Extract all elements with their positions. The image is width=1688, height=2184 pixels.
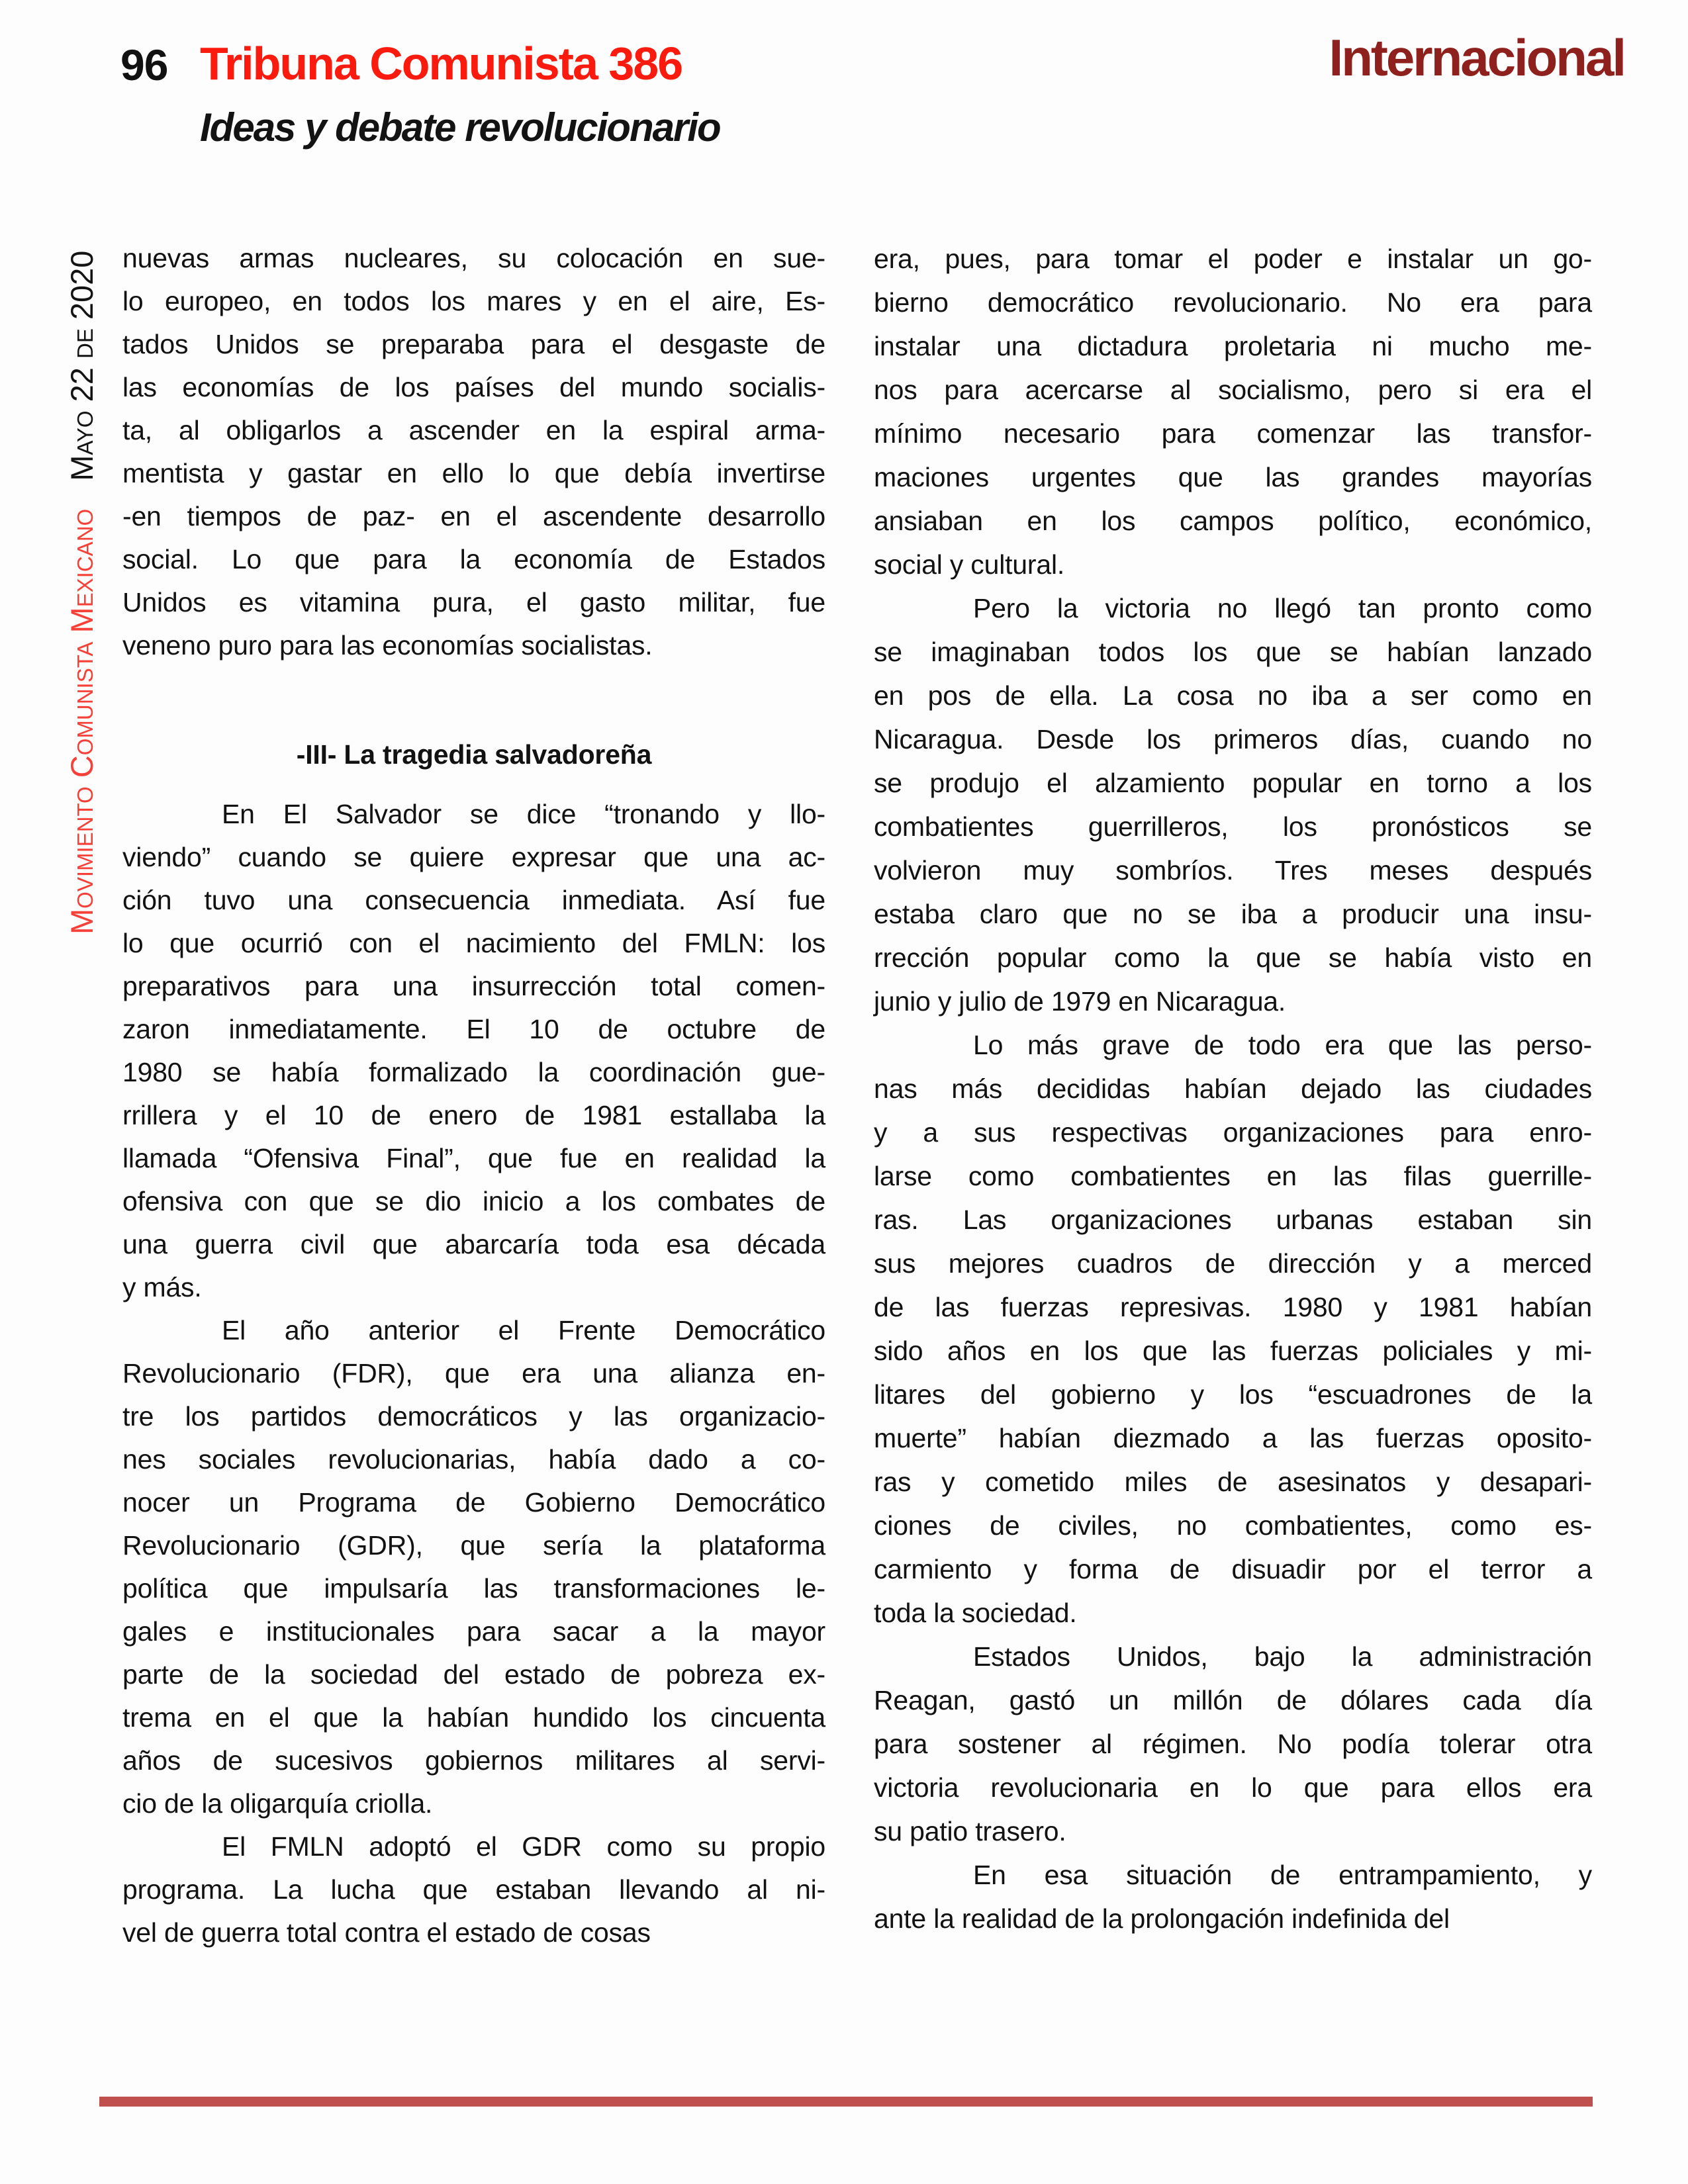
text-line: ras. Las organizaciones urbanas estaban sin <box>874 1205 1592 1235</box>
text-line: gales e institucionales para sacar a la mayor <box>122 1616 825 1647</box>
footer-rule <box>99 2097 1593 2107</box>
text-line: y más. <box>122 1272 202 1302</box>
text-line: vel de guerra total contra el estado de cosas <box>122 1917 651 1948</box>
text-line: nas más decididas habían dejado las ciudades <box>874 1073 1592 1104</box>
text-line: de las fuerzas represivas. 1980 y 1981 habían <box>874 1292 1592 1322</box>
page-number: 96 <box>120 40 168 89</box>
text-line: En El Salvador se dice “tronando y llo- <box>222 799 825 829</box>
text-line: Unidos es vitamina pura, el gasto militar, fue <box>122 587 825 617</box>
text-line: mínimo necesario para comenzar las transfor- <box>874 418 1592 449</box>
text-line: años de sucesivos gobiernos militares al servi- <box>122 1745 825 1776</box>
text-line: se imaginaban todos los que se habían lanzado <box>874 637 1592 667</box>
text-line: larse como combatientes en las filas guerrille- <box>874 1161 1592 1191</box>
text-line: ras y cometido miles de asesinatos y desapari- <box>874 1467 1592 1497</box>
text-line: sido años en los que las fuerzas policiales y mi- <box>874 1336 1592 1366</box>
text-line: nuevas armas nucleares, su colocación en sue- <box>122 243 825 273</box>
text-line: rrección popular como la que se había visto en <box>874 942 1592 973</box>
text-line: instalar una dictadura proletaria ni mucho me- <box>874 331 1592 361</box>
text-line: toda la sociedad. <box>874 1598 1077 1628</box>
text-line: una guerra civil que abarcaría toda esa década <box>122 1229 825 1259</box>
text-line: El FMLN adoptó el GDR como su propio <box>222 1831 825 1862</box>
sidebar-organization: Movimiento Comunista Mexicano <box>64 508 99 934</box>
text-line: ción tuvo una consecuencia inmediata. Así fue <box>122 885 825 915</box>
text-line: tados Unidos se preparaba para el desgaste de <box>122 329 825 359</box>
sidebar-vertical-text <box>64 197 100 934</box>
text-line: social. Lo que para la economía de Estados <box>122 544 825 574</box>
text-line: llamada “Ofensiva Final”, que fue en realidad la <box>122 1143 825 1173</box>
text-line: tre los partidos democráticos y las organizacio- <box>122 1401 825 1432</box>
text-line: cio de la oligarquía criolla. <box>122 1788 433 1819</box>
text-line: social y cultural. <box>874 549 1065 580</box>
text-line: ciones de civiles, no combatientes, como es- <box>874 1510 1592 1541</box>
text-line: Reagan, gastó un millón de dólares cada día <box>874 1685 1592 1715</box>
text-line: carmiento y forma de disuadir por el terror a <box>874 1554 1592 1584</box>
text-line: nocer un Programa de Gobierno Democrático <box>122 1487 825 1518</box>
text-line: nos para acercarse al socialismo, pero si era el <box>874 375 1592 405</box>
text-line: veneno puro para las economías socialistas. <box>122 630 653 660</box>
text-line: 1980 se había formalizado la coordinación gue- <box>122 1057 825 1087</box>
text-line: parte de la sociedad del estado de pobreza ex- <box>122 1659 825 1690</box>
text-line: estaba claro que no se iba a producir una insu- <box>874 899 1592 929</box>
text-line: sus mejores cuadros de dirección y a merced <box>874 1248 1592 1279</box>
text-line: ante la realidad de la prolongación indefinida del <box>874 1903 1450 1934</box>
text-line: En esa situación de entrampamiento, y <box>973 1860 1592 1890</box>
text-line: viendo” cuando se quiere expresar que una ac- <box>122 842 825 872</box>
text-line: volvieron muy sombríos. Tres meses después <box>874 855 1592 886</box>
text-line: se produjo el alzamiento popular en torno a los <box>874 768 1592 798</box>
text-line: trema en el que la habían hundido los cincuenta <box>122 1702 825 1733</box>
article-column-right <box>874 237 1592 1940</box>
text-line: zaron inmediatamente. El 10 de octubre de <box>122 1014 825 1044</box>
text-line: -en tiempos de paz- en el ascendente desarrollo <box>122 501 825 531</box>
text-line: Estados Unidos, bajo la administración <box>973 1641 1592 1672</box>
section-label: Internacional <box>1329 28 1624 87</box>
text-line: en pos de ella. La cosa no iba a ser como en <box>874 680 1592 711</box>
text-line: Lo más grave de todo era que las perso- <box>973 1030 1592 1060</box>
text-line: rrillera y el 10 de enero de 1981 estallaba la <box>122 1100 825 1130</box>
text-line: bierno democrático revolucionario. No era para <box>874 287 1592 318</box>
text-line: ofensiva con que se dio inicio a los combates de <box>122 1186 825 1216</box>
sidebar-date: Mayo 22 de 2020 <box>64 250 99 481</box>
masthead-subtitle: Ideas y debate revolucionario <box>200 105 720 150</box>
text-line: combatientes guerrilleros, los pronósticos se <box>874 811 1592 842</box>
text-line: lo que ocurrió con el nacimiento del FMLN: los <box>122 928 825 958</box>
text-line: lo europeo, en todos los mares y en el aire, Es- <box>122 286 825 316</box>
text-line: política que impulsaría las transformaciones le- <box>122 1573 825 1604</box>
text-line: y a sus respectivas organizaciones para enro- <box>874 1117 1592 1148</box>
text-line: programa. La lucha que estaban llevando al ni- <box>122 1874 825 1905</box>
section-heading: -III- La tragedia salvadoreña <box>296 739 652 770</box>
text-line: muerte” habían diezmado a las fuerzas oposito- <box>874 1423 1592 1453</box>
text-line: Revolucionario (GDR), que sería la plataforma <box>122 1530 825 1561</box>
text-line: victoria revolucionaria en lo que para ellos era <box>874 1772 1592 1803</box>
text-line: Revolucionario (FDR), que era una alianza en- <box>122 1358 825 1388</box>
text-line: El año anterior el Frente Democrático <box>222 1315 825 1345</box>
text-line: ta, al obligarlos a ascender en la espiral arma- <box>122 415 825 445</box>
text-line: las economías de los países del mundo socialis- <box>122 372 825 402</box>
text-line: maciones urgentes que las grandes mayorías <box>874 462 1592 492</box>
text-line: nes sociales revolucionarias, había dado a co- <box>122 1444 825 1475</box>
text-line: mentista y gastar en ello lo que debía invertirse <box>122 458 825 488</box>
text-line: preparativos para una insurrección total comen- <box>122 971 825 1001</box>
text-line: Nicaragua. Desde los primeros días, cuando no <box>874 724 1592 754</box>
article-column-left <box>122 237 825 1954</box>
text-line: junio y julio de 1979 en Nicaragua. <box>874 986 1286 1017</box>
text-line: su patio trasero. <box>874 1816 1066 1846</box>
masthead-title: Tribuna Comunista 386 <box>200 38 682 89</box>
text-line: para sostener al régimen. No podía tolerar otra <box>874 1729 1592 1759</box>
text-line: Pero la victoria no llegó tan pronto como <box>973 593 1592 623</box>
text-line: ansiaban en los campos político, económico, <box>874 506 1592 536</box>
text-line: era, pues, para tomar el poder e instalar un go- <box>874 244 1592 274</box>
text-line: litares del gobierno y los “escuadrones de la <box>874 1379 1592 1410</box>
